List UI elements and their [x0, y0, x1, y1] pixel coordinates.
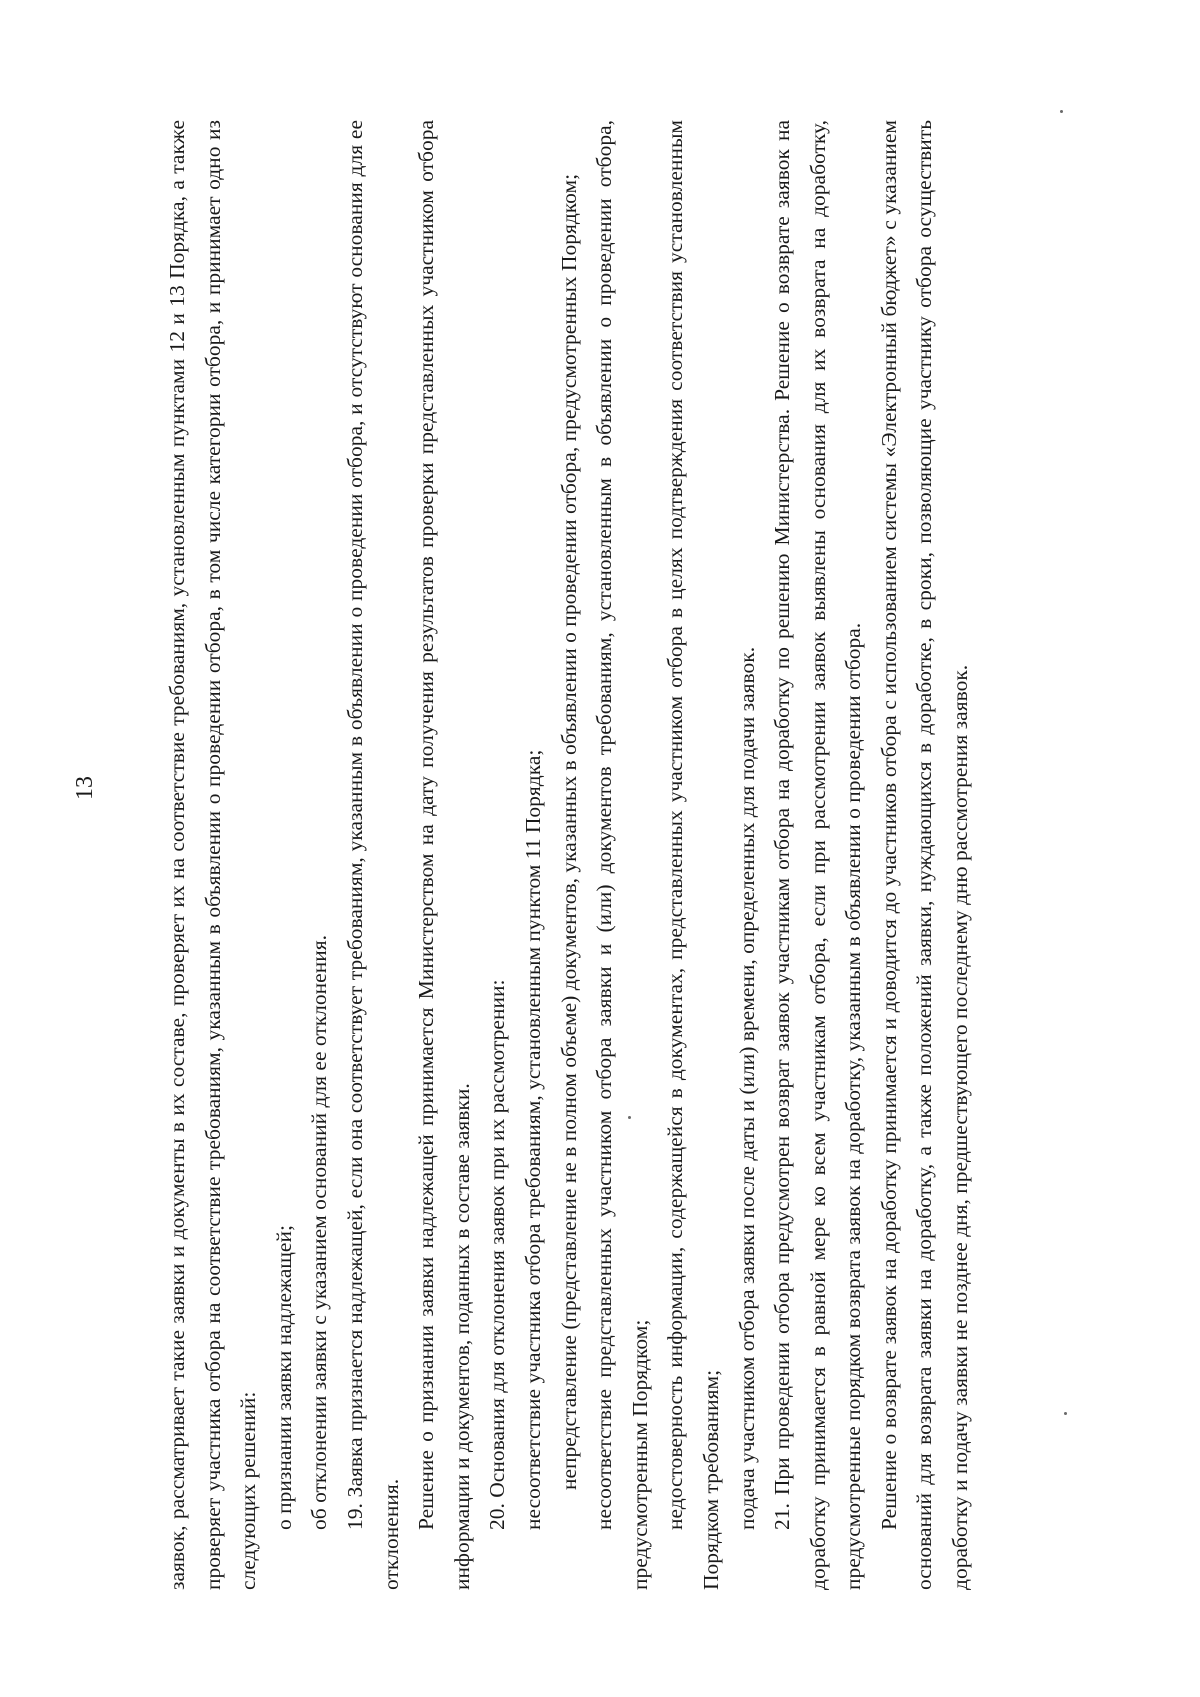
paragraph-12: 21. При проведении отбора предусмотрен возврат заявок участникам отбора на доработку по решению Министерства. Решение о возврате заявок на доработку принимается в равной мере ко всем участникам отбора, если при рассмотрении заявок выявлены основания для их возврата на доработку, предусмотренные порядком возврата заявок на доработку, указанным в объявлении о проведении отбора.: [770, 120, 866, 1590]
paragraph-5: Решение о признании заявки надлежащей принимается Министерством на дату получения результатов проверки представленных участником отбора информации и документов, поданных в составе заявки.: [414, 120, 474, 1590]
document-body: [160, 120, 979, 1590]
scan-speck: [1064, 1412, 1067, 1415]
scan-speck: [1060, 110, 1063, 113]
paragraph-8: непредставление (представление не в полном объеме) документов, указанных в объявлении о проведении отбора, предусмотренных Порядком;: [556, 173, 581, 1490]
paragraph-7: несоответствие участника отбора требованиям, установленным пунктом 11 Порядка;: [520, 749, 545, 1530]
paragraph-11: подача участником отбора заявки после даты и (или) времени, определенных для подачи заявок.: [734, 646, 759, 1530]
paragraph-6: 20. Основания для отклонения заявок при их рассмотрении:: [485, 979, 510, 1530]
paragraph-2: о признании заявки надлежащей;: [271, 1225, 296, 1530]
paragraph-9: несоответствие представленных участником отбора заявки и (или) документов требованиям, установленным в объявлении о проведении отбора, предусмотренным Порядком;: [592, 120, 652, 1590]
paragraph-10: недостоверность информации, содержащейся в документах, представленных участником отбора в целях подтверждения соответствия установленным Порядком требованиям;: [663, 120, 723, 1590]
scan-speck: [628, 1116, 631, 1119]
paragraph-13: Решение о возврате заявок на доработку принимается и доводится до участников отбора с использованием системы «Электронный бюджет» с указанием оснований для возврата заявки на доработку, а также положений заявки, нуждающихся в доработке, в сроки, позволяющие участнику отбора осуществить доработку и подачу заявки не позднее дня, предшествующего последнему дню рассмотрения заявок.: [876, 120, 973, 1590]
paragraph-4: 19. Заявка признается надлежащей, если она соответствует требованиям, указанным в объявлении о проведении отбора, и отсутствуют основания для ее отклонения.: [342, 120, 403, 1590]
paragraph-1: заявок, рассматривает такие заявки и документы в их составе, проверяет их на соответствие требованиям, установленным пунктами 12 и 13 Порядка, а также проверяет участника отбора на соответствие требованиям, указанным в объявлении о проведении отбора, в том числе категории отбора, и принимает одно из следующих решений:: [165, 120, 261, 1590]
page-number: 13: [72, 776, 98, 800]
paragraph-3: об отклонении заявки с указанием оснований для ее отклонения.: [307, 935, 332, 1530]
